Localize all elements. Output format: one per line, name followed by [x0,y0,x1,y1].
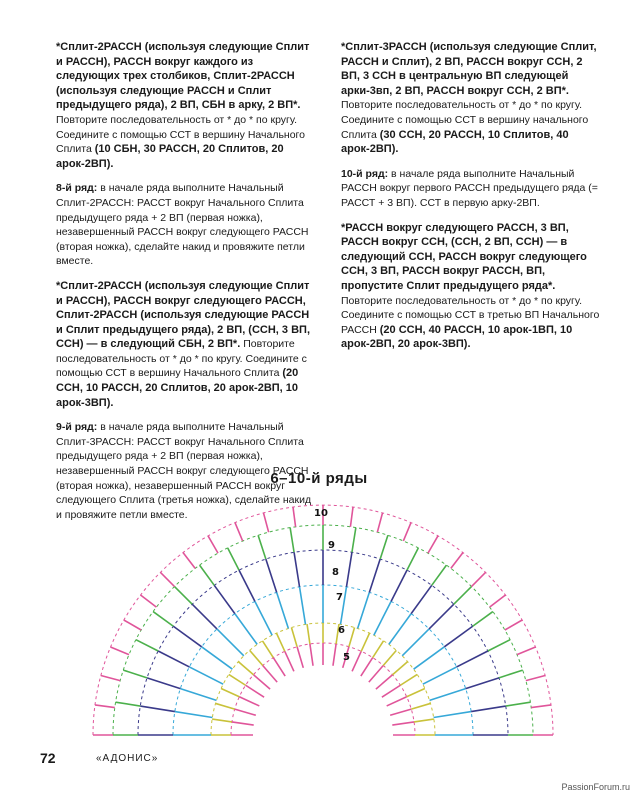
stitch-mark [505,620,522,630]
stitch-mark [499,670,523,678]
stitch-mark [263,513,268,532]
stitch-mark [349,628,355,647]
stitch-mark [382,685,401,697]
stitch-mark [466,678,499,689]
stitch-mark [407,688,425,696]
stitch-mark [153,612,173,627]
stitch-mark [374,601,391,635]
stitch-mark [300,587,306,625]
stitch-mark [262,641,273,658]
stitch-mark [390,709,411,715]
stitch-mark [200,565,215,585]
stitch-mark [369,559,380,592]
stitch-mark [217,629,244,656]
paragraph [56,40,314,171]
stitch-mark [175,712,213,718]
stitch-mark [403,523,411,541]
stitch-mark [383,650,396,665]
stitch-mark [434,712,472,718]
stitch-mark [285,651,294,671]
stitch-mark [291,628,297,647]
stitch-mark [473,612,493,627]
stitch-mark [411,585,432,613]
stitch-mark [471,572,485,586]
bold-instruction: *РАССН вокруг следующего РАССН, 3 ВП, РАССН вокруг ССН, (ССН, 2 ВП, ССН) — в следующий ССН, РАССН вокруг следующего ССН, 3 ВП, РАССН вокруг РАССН, ВП, пропустите Сплит предыдущего ряда*. [341,221,587,292]
stitch-mark [221,688,239,696]
stitch-mark [444,626,472,647]
instruction-text: в начале ряда выполните Начальный Сплит-3РАССН: РАССТ вокруг Начального Сплита предыдущего ряда + 2 ВП (первая ножка), незавершенный РАССН вокруг следующего РАССН (вторая ножка), незавершенный РАССН вокруг следующего Сплита (третья ножка), сделайте накид и провяжите петли вместе. [56,421,312,521]
stitch-mark [517,647,535,655]
stitch-mark [229,674,246,685]
stitch-mark [393,662,408,675]
stitch-mark [235,614,257,645]
magazine-name: «АДОНИС» [96,753,159,764]
stitch-mark [258,535,266,559]
crochet-diagram [88,500,558,740]
bold-instruction: *Сплит-2РАССН (используя следующие Сплит и РАССН), РАССН вокруг каждого из следующих трех столбиков, Сплит-2РАССН (используя следующие РАССН и Сплит предыдущего ряда), 2 ВП, СБН в арку, 2 ВП*. [56,41,310,112]
stitch-mark [238,662,253,675]
stitch-mark [294,552,299,587]
stitch-mark [266,559,277,592]
stitch-mark [116,702,141,706]
text-column-left [56,40,314,532]
stitch-mark [490,595,506,607]
paragraph [56,279,314,410]
stitch-mark [411,703,430,709]
count-summary: (20 ССН, 40 РАССН, 10 арок-1ВП, 10 арок-2ВП, 20 арок-3ВП). [341,323,573,351]
stitch-mark [140,706,175,711]
paragraph [341,221,603,352]
bold-instruction: *Сплит-3РАССН (используя следующие Сплит, РАССН и Сплит), 2 ВП, РАССН вокруг ССН, 2 ВП, 3 ССН в центральную ВП следующей арки-3вп, 2 ВП, РАССН вокруг ССН, 2 ВП*. [341,41,597,97]
stitch-mark [216,703,235,709]
stitch-mark [430,689,466,701]
paragraph [341,167,603,211]
instruction-text: в начале ряда выполните Начальный РАССН вокруг первого РАССН предыдущего ряда (= РАССТ + 3 ВП). ССТ в первую арку-2ВП. [341,167,598,209]
stitch-mark [414,719,434,722]
row-number-label: 10 [314,508,328,519]
stitch-mark [457,651,488,667]
stitch-mark [380,535,388,559]
stitch-mark [290,528,294,553]
stitch-mark [123,670,147,678]
stitch-mark [228,548,239,570]
stitch-mark [377,513,382,532]
stitch-mark [373,641,384,658]
stitch-mark [277,592,289,628]
paragraph [56,181,314,269]
stitch-mark [358,592,370,628]
row-number-label: 7 [336,592,343,603]
stitch-mark [95,705,115,708]
stitch-mark [471,706,506,711]
row-number-label: 6 [338,625,345,636]
stitch-mark [214,585,235,613]
stitch-mark [147,678,180,689]
stitch-mark [293,507,296,527]
stitch-mark [158,651,189,667]
stitch-mark [111,647,129,655]
stitch-mark [400,674,417,685]
stitch-mark [307,624,310,644]
stitch-mark [239,570,255,601]
bold-instruction: *Сплит-2РАССН (используя следующие Сплит и РАССН), РАССН вокруг следующего РАССН, Сплит-2РАССН (используя следующие РАССН и Сплит предыдущего ряда), 2 ВП, (ССН, 3 ВП, ССН) — в следующий СБН, 2 ВП*. [56,279,310,351]
instruction-text: Повторите последовательность от * до * по кругу. Соедините с помощью ССТ в третью ВП Начального РАССН [341,294,600,336]
stitch-mark [506,702,531,706]
diagram-title: 6–10-й ряды [270,470,368,487]
count-summary: (20 ССН, 10 РАССН, 20 Сплитов, 20 арок-2ВП, 10 арок-3ВП). [56,367,299,409]
stitch-mark [451,553,463,569]
instruction-text: Повторите последовательность от * до * по кругу. Соедините с помощью ССТ в вершину Начального Сплита [56,113,306,156]
stitch-mark [333,644,336,666]
stitch-mark [235,523,243,541]
stitch-mark [414,647,445,669]
stitch-mark [346,552,351,587]
stitch-mark [189,667,223,684]
stitch-mark [392,722,414,725]
watermark: PassionForum.ru [561,782,630,792]
stitch-mark [160,572,174,586]
stitch-mark [208,536,218,553]
stitch-mark [183,553,195,569]
stitch-mark [454,587,472,605]
instruction-text: Повторите последовательность от * до * по кругу. Соедините с помощью ССТ в вершину начального Сплита [341,99,589,141]
row-label: 9-й ряд: [56,421,98,434]
stitch-mark [175,587,193,605]
count-summary: (10 СБН, 30 РАССН, 20 Сплитов, 20 арок-2ВП). [56,143,284,170]
stitch-mark [246,685,265,697]
stitch-mark [350,507,353,527]
stitch-mark [253,675,270,689]
stitch-mark [192,604,217,629]
stitch-mark [361,633,369,651]
row-number-label: 5 [343,652,350,663]
row-label: 8-й ряд: [56,182,98,195]
text-column-right [341,40,603,362]
stitch-mark [136,640,158,651]
stitch-mark [428,536,438,553]
stitch-lines [93,505,553,735]
stitch-mark [402,629,429,656]
stitch-mark [173,626,201,647]
stitch-mark [232,722,254,725]
stitch-mark [432,565,447,585]
stitch-mark [263,665,277,682]
stitch-mark [526,675,545,680]
stitch-mark [389,614,411,645]
instruction-text: в начале ряда выполните Начальный Сплит-2РАССН: РАССТ вокруг Начального Сплита предыдущего ряда + 2 ВП (первая ножка), незавершенный РАССН вокруг следующего РАССН (вторая ножка), сделайте накид и провяжите петли вместе. [56,182,309,268]
stitch-mark [101,675,120,680]
stitch-mark [310,644,313,666]
paragraph [341,40,603,157]
stitch-mark [369,665,383,682]
stitch-mark [387,697,407,706]
stitch-mark [391,570,407,601]
stitch-mark [141,595,157,607]
stitch-mark [429,604,454,629]
row-number-label: 9 [328,540,335,551]
stitch-mark [124,620,141,630]
stitch-mark [488,640,510,651]
stitch-mark [202,647,233,669]
stitch-mark [407,548,418,570]
stitch-mark [276,633,284,651]
stitch-mark [361,658,373,677]
stitch-mark [250,650,263,665]
stitch-mark [180,689,216,701]
page-number: 72 [40,750,56,766]
row-label: 10-й ряд: [341,167,389,180]
stitch-mark [239,697,259,706]
stitch-mark [352,651,361,671]
stitch-mark [212,719,232,722]
stitch-mark [376,675,393,689]
row-number-label: 8 [332,567,339,578]
count-summary: (30 ССН, 20 РАССН, 10 Сплитов, 40 арок-2ВП). [341,128,569,156]
stitch-mark [297,647,303,668]
stitch-mark [273,658,285,677]
stitch-mark [531,705,551,708]
stitch-mark [423,667,457,684]
stitch-mark [352,528,356,553]
instruction-text: Повторите последовательность от * до * по кругу. Соедините с помощью ССТ в вершину Начального Сплита [56,338,307,380]
stitch-mark [235,709,256,715]
stitch-mark [255,601,272,635]
